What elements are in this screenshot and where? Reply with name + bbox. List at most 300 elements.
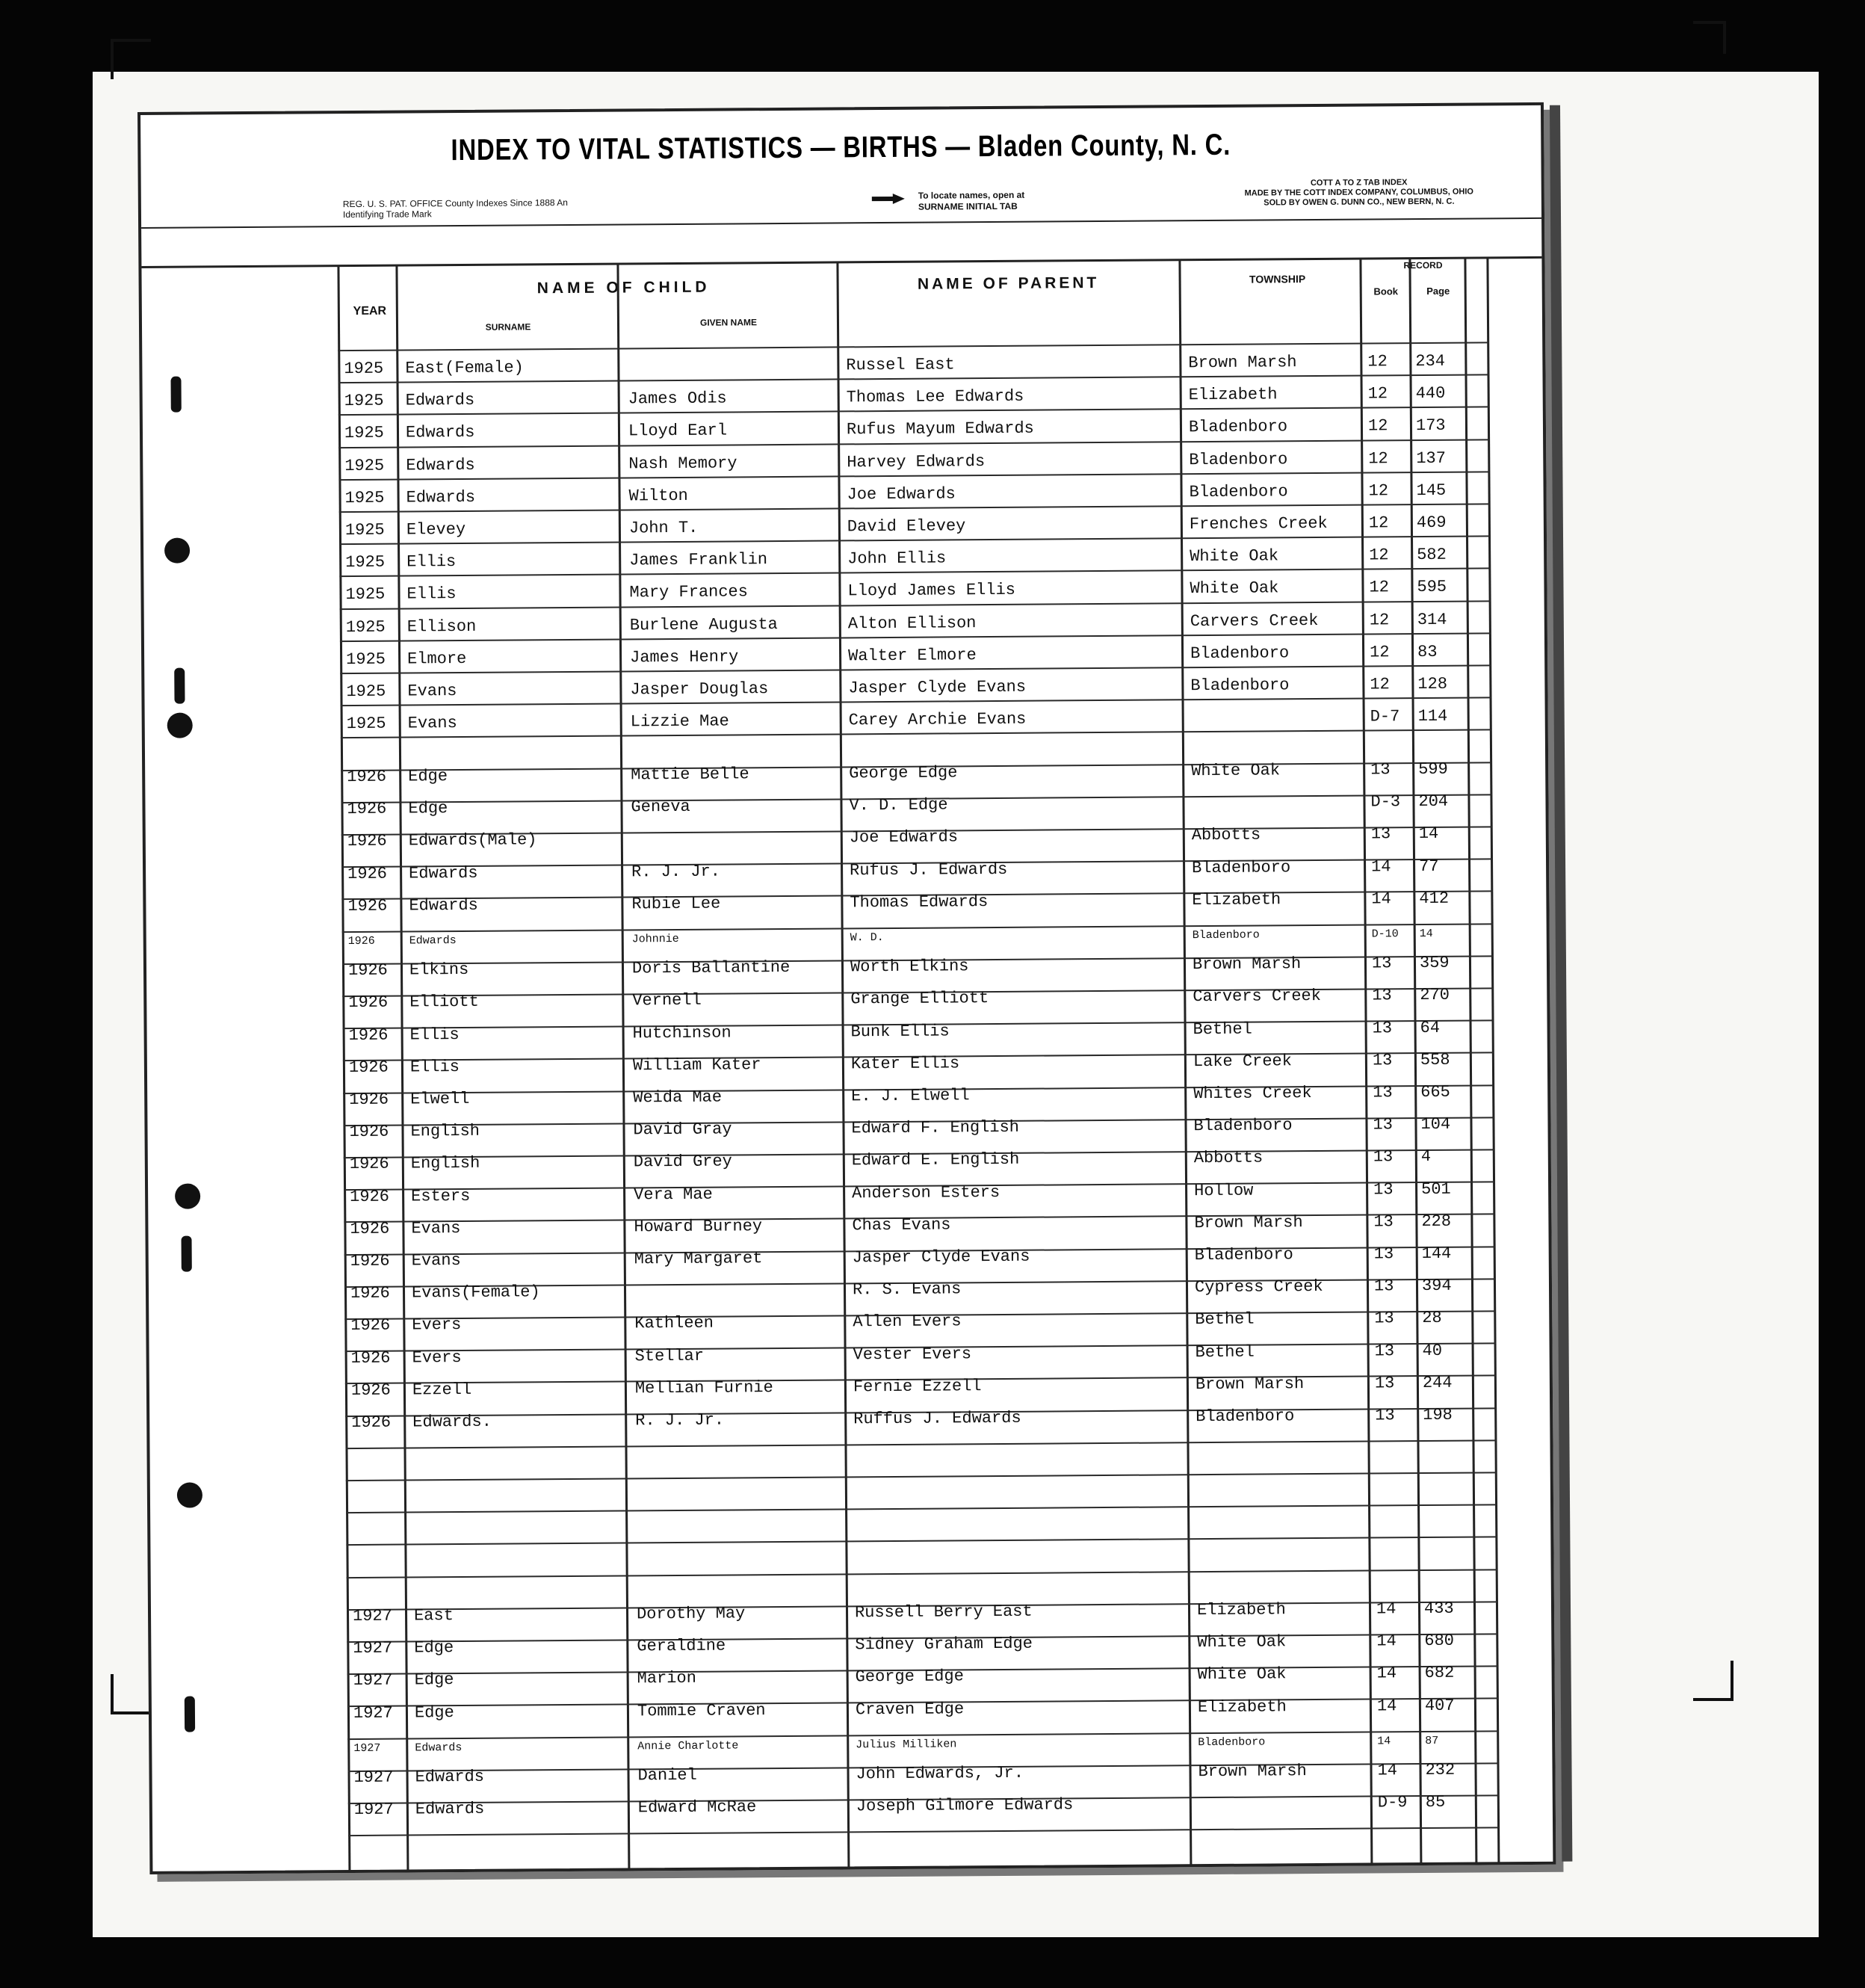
entry-township: Bladenboro: [1189, 482, 1288, 502]
entry-page: 85: [1425, 1792, 1446, 1812]
entry-book: 13: [1373, 1180, 1394, 1200]
entry-surname: East(Female): [405, 358, 524, 378]
entry-given-name: James Odis: [628, 389, 727, 409]
entry-year: 1926: [350, 1251, 390, 1271]
entry-book: 12: [1368, 513, 1389, 533]
entry-parent: Julius Milliken: [856, 1738, 957, 1752]
entry-township: Bladenboro: [1192, 928, 1260, 942]
entry-given-name: R. J. Jr.: [635, 1410, 725, 1430]
entry-book: 14: [1376, 1664, 1397, 1683]
entry-given-name: Rubie Lee: [631, 894, 721, 914]
entry-parent: Rufus J. Edwards: [850, 859, 1008, 880]
entry-book: 13: [1370, 760, 1391, 780]
entry-page: 28: [1422, 1308, 1442, 1328]
entry-township: Abbotts: [1191, 825, 1261, 845]
entry-page: 204: [1418, 791, 1449, 812]
entry-page: 144: [1421, 1244, 1452, 1264]
entry-township: Bladenboro: [1198, 1735, 1266, 1750]
entry-page: 145: [1416, 481, 1447, 501]
column-header-book: Book: [1373, 285, 1399, 297]
entry-year: 1927: [353, 1741, 381, 1756]
entry-given-name: R. J. Jr.: [631, 862, 721, 882]
entry-page: 680: [1424, 1631, 1455, 1651]
entry-township: Brown Marsh: [1192, 954, 1302, 975]
entry-surname: Edge: [414, 1703, 454, 1723]
entry-parent: Harvey Edwards: [847, 452, 986, 472]
entry-year: 1926: [347, 767, 387, 787]
entry-page: 595: [1417, 577, 1447, 597]
entry-page: 394: [1421, 1276, 1452, 1296]
entry-township: White Oak: [1190, 546, 1279, 567]
entry-book: 12: [1368, 481, 1389, 501]
entry-surname: Ellis: [406, 552, 457, 572]
entry-year: 1926: [347, 799, 387, 819]
entry-page: 501: [1421, 1179, 1451, 1200]
entry-year: 1926: [347, 831, 387, 851]
entry-township: Hollow: [1194, 1181, 1254, 1201]
entry-book: 12: [1369, 611, 1390, 630]
publisher-info: [1202, 177, 1516, 209]
entry-parent: Fernie Ezzell: [853, 1377, 982, 1397]
crop-mark-bottom-left: [111, 1674, 151, 1714]
entry-given-name: Vera Mae: [634, 1185, 713, 1205]
entry-book: 14: [1377, 1735, 1391, 1748]
entry-book: 13: [1372, 1019, 1393, 1038]
entry-surname: Esters: [411, 1186, 471, 1206]
entry-book: 14: [1377, 1761, 1398, 1780]
entry-township: Bladenboro: [1189, 450, 1288, 470]
page-title: INDEX TO VITAL STATISTICS — BIRTHS — Bladen County, N. C.: [451, 128, 1231, 167]
entry-township: Elizabeth: [1192, 890, 1281, 910]
entry-given-name: Mattie Belle: [631, 765, 749, 785]
entry-book: 12: [1368, 449, 1388, 469]
entry-book: 12: [1370, 675, 1390, 694]
entry-page: 665: [1420, 1082, 1450, 1102]
entry-book: 14: [1376, 1697, 1397, 1716]
entry-given-name: Mary Margaret: [634, 1249, 763, 1269]
entry-parent: Sidney Graham Edge: [855, 1634, 1033, 1655]
entry-page: 599: [1418, 759, 1448, 780]
entry-year: 1926: [348, 993, 389, 1013]
crop-mark-top-left: [111, 39, 151, 79]
entry-book: 13: [1374, 1374, 1395, 1393]
entry-surname: Evans: [407, 714, 457, 733]
binder-slot: [174, 668, 185, 704]
entry-page: 4: [1420, 1146, 1432, 1167]
entry-year: 1927: [353, 1768, 394, 1788]
entry-parent: Chas Evans: [852, 1215, 951, 1235]
entry-year: 1925: [344, 391, 384, 411]
crop-mark-top-right: [1693, 21, 1726, 54]
entry-parent: Anderson Esters: [852, 1182, 1000, 1203]
entry-book: 13: [1373, 1212, 1394, 1232]
entry-parent: Grange Elliott: [850, 989, 989, 1009]
entry-surname: Evans(Female): [411, 1282, 540, 1303]
entry-surname: Ellis: [409, 1058, 460, 1077]
entry-book: 13: [1372, 1051, 1393, 1070]
entry-given-name: Daniel: [637, 1765, 697, 1785]
entry-parent: Edward F. English: [851, 1117, 1020, 1138]
entry-parent: Allen Evers: [853, 1312, 962, 1332]
entry-book: D-7: [1370, 707, 1400, 726]
tab-instructions-line1: To locate names, open at: [918, 189, 1025, 201]
entry-parent: W. D.: [850, 931, 884, 945]
publisher-line3: SOLD BY OWEN G. DUNN CO., NEW BERN, N. C.: [1264, 197, 1455, 208]
entry-township: Cypress Creek: [1194, 1277, 1323, 1297]
entry-year: 1926: [349, 1090, 389, 1110]
brand-trademark: REG. U. S. PAT. OFFICE County Indexes Since 1888 An Identifying Trade Mark: [342, 197, 568, 220]
entry-township: Bladenboro: [1188, 417, 1288, 437]
ruled-line: [346, 1472, 1497, 1481]
entry-year: 1925: [345, 552, 386, 572]
entry-township: White Oak: [1190, 578, 1279, 599]
entry-surname: Edwards.: [412, 1412, 492, 1432]
entry-book: 12: [1367, 352, 1388, 371]
entry-year: 1927: [353, 1703, 393, 1723]
entry-year: 1926: [347, 864, 388, 884]
entry-year: 1926: [349, 1154, 389, 1174]
entry-page: 77: [1419, 856, 1439, 877]
entry-page: 582: [1417, 545, 1447, 565]
entry-parent: Thomas Edwards: [850, 892, 989, 913]
entry-page: 270: [1420, 985, 1450, 1005]
entry-given-name: Doris Ballantine: [631, 957, 791, 978]
ledger-page: [137, 102, 1556, 1874]
column-header-year: YEAR: [353, 304, 387, 318]
entry-township: Carvers Creek: [1190, 611, 1319, 632]
entry-book: 13: [1373, 1244, 1394, 1264]
entry-parent: Jasper Clyde Evans: [848, 677, 1027, 698]
entry-surname: East: [413, 1606, 454, 1626]
entry-given-name: James Franklin: [629, 550, 768, 570]
entry-parent: Russell Berry East: [854, 1602, 1033, 1623]
entry-book: 13: [1373, 1115, 1393, 1135]
entry-book: 13: [1371, 954, 1392, 973]
entry-surname: Evans: [407, 682, 457, 701]
entry-given-name: Lloyd Earl: [628, 421, 728, 441]
entry-given-name: Annie Charlotte: [637, 1739, 739, 1753]
entry-page: 244: [1422, 1373, 1453, 1393]
entry-parent: Russel East: [846, 355, 955, 375]
entry-parent: John Ellis: [847, 549, 947, 569]
entry-book: 13: [1373, 1083, 1393, 1102]
entry-surname: Ellis: [409, 1025, 460, 1045]
entry-given-name: James Henry: [630, 647, 739, 667]
entry-page: 232: [1425, 1760, 1456, 1780]
entry-year: 1925: [344, 488, 385, 508]
entry-year: 1926: [351, 1413, 392, 1433]
entry-township: White Oak: [1197, 1664, 1287, 1685]
entry-page: 14: [1419, 927, 1433, 941]
entry-book: 13: [1373, 1147, 1394, 1167]
publisher-line1: COTT A TO Z TAB INDEX: [1310, 178, 1408, 188]
column-header-record: RECORD: [1403, 259, 1443, 271]
entry-township: Bladenboro: [1194, 1245, 1293, 1265]
entry-surname: Edwards: [415, 1741, 463, 1755]
entry-year: 1925: [344, 359, 384, 379]
entry-township: Bethel: [1193, 1019, 1252, 1040]
binder-slot: [170, 377, 181, 413]
entry-book: 14: [1371, 889, 1391, 909]
entry-parent: Ruffus J. Edwards: [853, 1408, 1021, 1429]
entry-given-name: Dorothy May: [636, 1604, 746, 1624]
entry-page: 412: [1419, 889, 1450, 909]
entry-year: 1925: [346, 682, 386, 702]
entry-year: 1926: [350, 1187, 390, 1207]
entry-year: 1926: [350, 1219, 390, 1239]
entry-township: Brown Marsh: [1188, 353, 1297, 373]
entry-given-name: Vernell: [632, 990, 702, 1010]
entry-parent: Jasper Clyde Evans: [852, 1247, 1030, 1268]
ruled-line: [346, 1536, 1497, 1546]
ruled-line: [346, 1504, 1497, 1513]
entry-parent: Alton Ellison: [847, 614, 977, 634]
entry-page: 40: [1422, 1341, 1443, 1361]
entry-parent: Craven Edge: [855, 1700, 965, 1720]
entry-given-name: Nash Memory: [628, 454, 737, 474]
entry-book: 12: [1369, 546, 1389, 565]
entry-surname: English: [410, 1153, 480, 1173]
entry-surname: Edge: [414, 1638, 454, 1658]
entry-page: 314: [1417, 610, 1447, 630]
entry-township: Bethel: [1195, 1342, 1255, 1362]
entry-page: 128: [1417, 674, 1448, 694]
entry-parent: John Edwards, Jr.: [856, 1763, 1024, 1784]
entry-year: 1926: [348, 1025, 389, 1046]
entry-book: 13: [1374, 1309, 1394, 1328]
entry-book: 12: [1369, 578, 1389, 597]
entry-page: 87: [1425, 1734, 1439, 1748]
entry-year: 1926: [350, 1283, 390, 1303]
entry-year: 1926: [349, 1122, 389, 1142]
entry-parent: George Edge: [855, 1667, 964, 1687]
entry-book: 14: [1376, 1599, 1397, 1619]
entry-book: 14: [1371, 857, 1391, 877]
entry-page: 682: [1424, 1663, 1455, 1683]
binder-slot: [181, 1236, 191, 1272]
entry-surname: Edwards: [409, 863, 478, 883]
entry-year: 1927: [353, 1800, 394, 1820]
entry-parent: Bunk Ellis: [850, 1022, 950, 1042]
entry-given-name: Edward McRae: [637, 1797, 757, 1818]
entry-township: Brown Marsh: [1195, 1374, 1305, 1395]
pointing-hand-icon: [870, 192, 906, 206]
column-header-page: Page: [1426, 285, 1450, 297]
entry-given-name: David Gray: [633, 1120, 732, 1140]
entry-given-name: Jasper Douglas: [630, 679, 769, 700]
entry-township: Abbotts: [1193, 1148, 1264, 1168]
entry-given-name: John T.: [628, 518, 699, 538]
entry-surname: English: [410, 1121, 480, 1141]
entry-parent: Joe Edwards: [847, 484, 956, 504]
tab-instructions-line2: SURNAME INITIAL TAB: [918, 200, 1018, 212]
entry-surname: Edwards: [405, 422, 475, 442]
entry-page: 114: [1417, 706, 1448, 726]
entry-township: Carvers Creek: [1193, 986, 1322, 1007]
entry-surname: Elliott: [409, 992, 479, 1012]
entry-given-name: William Kater: [632, 1055, 761, 1075]
entry-township: Elizabeth: [1196, 1600, 1286, 1620]
entry-township: Lake Creek: [1193, 1052, 1293, 1072]
entry-parent: Edward E. English: [851, 1149, 1020, 1170]
entry-surname: Edwards: [415, 1767, 485, 1787]
entry-year: 1926: [347, 896, 388, 916]
entry-year: 1925: [345, 617, 386, 638]
entry-parent: George Edge: [849, 763, 958, 783]
binder-hole: [175, 1183, 200, 1208]
entry-year: 1926: [350, 1380, 391, 1401]
entry-year: 1926: [348, 1058, 389, 1078]
entry-given-name: Wilton: [628, 486, 688, 506]
entry-surname: Edwards: [415, 1799, 485, 1819]
entry-book: 13: [1373, 1277, 1394, 1296]
entry-year: 1926: [350, 1348, 391, 1368]
entry-page: 137: [1416, 448, 1446, 469]
entry-given-name: Weida Mae: [633, 1087, 723, 1108]
entry-township: Brown Marsh: [1194, 1213, 1303, 1233]
entry-book: 13: [1374, 1342, 1395, 1361]
entry-book: D-3: [1370, 792, 1401, 812]
entry-year: 1925: [346, 714, 386, 734]
entry-parent: Vester Evers: [853, 1345, 972, 1365]
entry-parent: David Elevey: [847, 516, 966, 537]
entry-book: 13: [1375, 1406, 1395, 1425]
entry-given-name: Marion: [637, 1668, 696, 1688]
entry-parent: E. J. Elwell: [851, 1086, 970, 1106]
entry-page: 469: [1416, 513, 1447, 533]
entry-page: 198: [1423, 1405, 1453, 1425]
entry-book: 12: [1367, 384, 1388, 404]
entry-parent: Lloyd James Ellis: [847, 580, 1016, 601]
entry-page: 104: [1420, 1114, 1451, 1135]
entry-surname: Ellison: [406, 617, 477, 637]
entry-given-name: Stellar: [634, 1346, 705, 1366]
entry-surname: Elmore: [407, 649, 467, 669]
entry-year: 1927: [353, 1638, 393, 1658]
entry-year: 1925: [344, 520, 385, 540]
column-header-township: TOWNSHIP: [1249, 273, 1306, 285]
entry-surname: Evers: [412, 1315, 462, 1335]
entry-township: Bladenboro: [1192, 858, 1291, 878]
entry-township: Bladenboro: [1193, 1116, 1293, 1136]
entry-year: 1925: [345, 584, 386, 605]
entry-surname: Edwards: [405, 390, 475, 410]
entry-given-name: Mary Frances: [629, 582, 749, 602]
entry-surname: Edge: [408, 799, 448, 818]
entry-given-name: David Grey: [633, 1152, 732, 1172]
entry-page: 14: [1418, 824, 1439, 844]
entry-year: 1927: [352, 1606, 392, 1626]
entry-book: 14: [1376, 1632, 1397, 1651]
entry-parent: R. S. Evans: [852, 1279, 962, 1300]
entry-book: 12: [1367, 416, 1388, 436]
entry-given-name: Geraldine: [637, 1636, 726, 1656]
tab-instructions: [918, 189, 1083, 213]
entry-surname: Edwards: [406, 455, 475, 475]
entry-given-name: Kathleen: [634, 1313, 714, 1333]
publisher-line2: MADE BY THE COTT INDEX COMPANY, COLUMBUS, OHIO: [1244, 187, 1474, 198]
entry-township: Elizabeth: [1197, 1697, 1287, 1717]
entry-year: 1926: [347, 960, 388, 981]
entry-township: Whites Creek: [1193, 1084, 1312, 1104]
entry-parent: Worth Elkins: [850, 957, 969, 977]
entry-surname: Edwards: [406, 487, 476, 507]
entry-parent: Carey Archie Evans: [848, 709, 1027, 730]
entry-township: White Oak: [1197, 1632, 1287, 1652]
entry-given-name: Geneva: [631, 797, 690, 817]
entry-page: 173: [1415, 416, 1446, 436]
entry-surname: Ellis: [406, 584, 457, 604]
entry-given-name: Tommie Craven: [637, 1701, 766, 1721]
entry-page: 228: [1421, 1211, 1452, 1232]
entry-year: 1926: [350, 1315, 391, 1336]
entry-book: D-10: [1371, 927, 1399, 941]
entry-given-name: Hutchinson: [632, 1023, 732, 1043]
entry-year: 1925: [346, 649, 386, 670]
entry-given-name: Johnnie: [631, 932, 679, 946]
column-header-surname: SURNAME: [485, 321, 531, 333]
ruled-line: [348, 1827, 1499, 1836]
entry-year: 1927: [353, 1670, 393, 1691]
entry-given-name: Burlene Augusta: [629, 615, 778, 635]
entry-surname: Edwards: [409, 895, 478, 916]
entry-given-name: Mellian Furnie: [634, 1378, 773, 1398]
entry-parent: Thomas Lee Edwards: [846, 386, 1024, 407]
entry-surname: Elevey: [406, 519, 466, 540]
entry-surname: Edge: [414, 1670, 454, 1690]
entry-surname: Elwell: [410, 1089, 470, 1109]
entry-year: 1926: [347, 934, 375, 948]
entry-given-name: Lizzie Mae: [630, 711, 729, 732]
entry-parent: Walter Elmore: [848, 646, 977, 666]
entry-book: 12: [1370, 643, 1390, 662]
entry-year: 1925: [344, 456, 385, 476]
column-header-name-of-child: NAME OF CHILD: [536, 278, 711, 297]
entry-parent: Kater Ellis: [850, 1054, 960, 1074]
entry-parent: V. D. Edge: [849, 795, 948, 815]
entry-surname: Edge: [408, 767, 448, 786]
entry-township: Bladenboro: [1190, 643, 1290, 664]
entry-surname: Evans: [411, 1219, 461, 1238]
entry-parent: Rufus Mayum Edwards: [846, 419, 1034, 439]
entry-township: White Oak: [1191, 761, 1281, 781]
entry-surname: Evans: [411, 1251, 461, 1271]
entry-book: 13: [1370, 824, 1391, 844]
entry-page: 558: [1420, 1050, 1450, 1070]
entry-book: D-9: [1377, 1793, 1408, 1812]
entry-township: Bethel: [1195, 1309, 1255, 1330]
crop-mark-bottom-right: [1693, 1661, 1733, 1701]
entry-page: 83: [1417, 642, 1438, 662]
entry-surname: Elkins: [409, 960, 469, 980]
ruled-line: [345, 1439, 1496, 1449]
entry-book: 13: [1372, 986, 1392, 1005]
entry-parent: Joseph Gilmore Edwards: [856, 1795, 1074, 1816]
column-header-given-name: GIVEN NAME: [699, 317, 758, 328]
entry-page: 359: [1419, 953, 1450, 973]
entry-township: Frenches Creek: [1189, 513, 1328, 534]
entry-page: 234: [1415, 351, 1446, 371]
column-header-divider: [141, 256, 1541, 268]
entry-surname: Edwards: [409, 934, 457, 948]
column-header-name-of-parent: NAME OF PARENT: [917, 274, 1100, 293]
entry-page: 64: [1420, 1018, 1441, 1038]
entry-parent: Joe Edwards: [849, 827, 959, 848]
entry-page: 440: [1415, 383, 1446, 404]
entry-page: 433: [1423, 1599, 1454, 1619]
entry-township: Bladenboro: [1196, 1407, 1295, 1427]
entry-township: Bladenboro: [1190, 676, 1290, 696]
